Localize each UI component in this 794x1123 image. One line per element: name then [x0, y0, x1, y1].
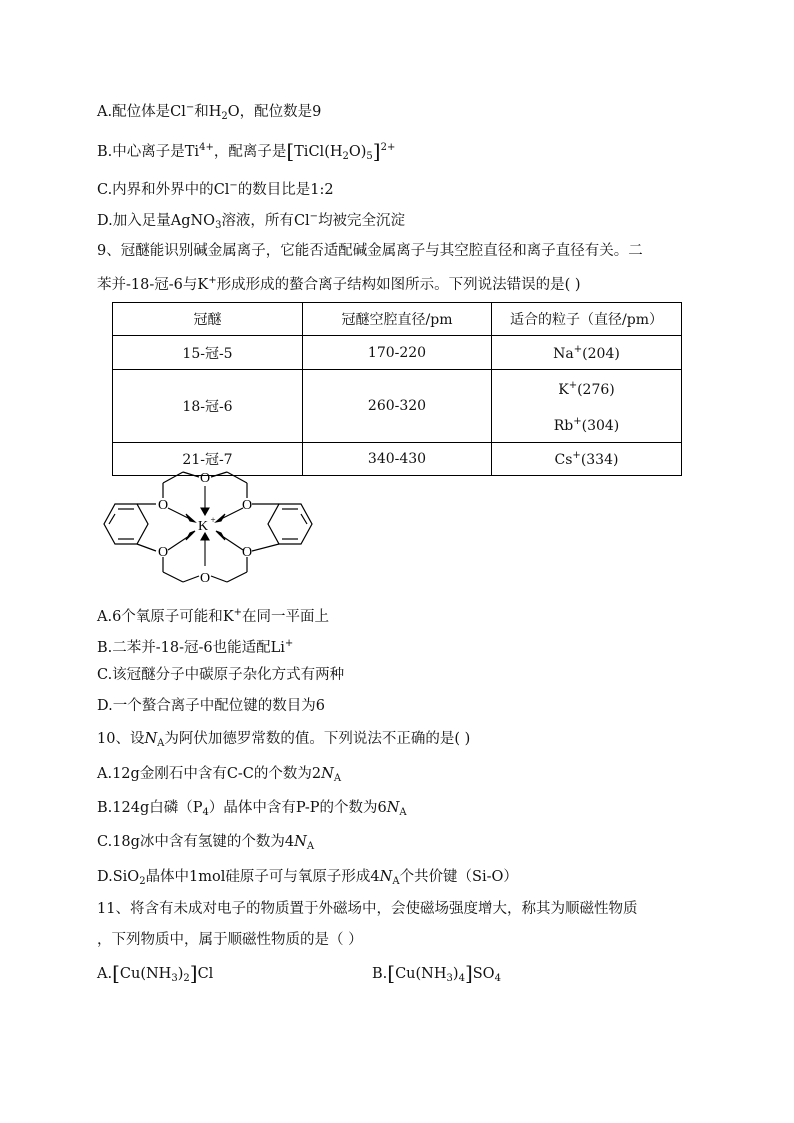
table-cell [492, 443, 682, 476]
charge: + [284, 638, 294, 649]
q11-option-b [372, 963, 501, 989]
table-cell: 340-430 [303, 443, 492, 476]
oxygen-atom: O [241, 545, 253, 560]
bracket-right: ] [372, 139, 381, 163]
value: (204) [582, 345, 620, 362]
table-cell: 18-冠-6 [113, 370, 303, 443]
subscript: A [399, 807, 407, 818]
q11-stem-line1: 11、将含有未成对电子的物质置于外磁场中，会使磁场强度增大，称其为顺磁性物质 [97, 901, 638, 917]
bracket-right: ] [189, 961, 198, 985]
subscript: A [157, 738, 165, 749]
oxygen-atom: O [241, 498, 253, 513]
text: A.12g金刚石中含有C-C的个数为2 [97, 766, 322, 782]
value: (276) [577, 382, 615, 398]
q10-option-c [97, 832, 314, 857]
subscript: 4 [494, 973, 501, 984]
text: 的数目比是1:2 [237, 182, 334, 198]
dibenzo-18-crown-6-diagram [97, 468, 319, 588]
oxygen-atom: O [157, 545, 169, 560]
chem: O) [348, 144, 367, 160]
subscript: A [333, 773, 342, 784]
right-benzene-ring [268, 504, 312, 544]
subscript: 2 [342, 151, 349, 162]
charge: 2+ [380, 142, 396, 153]
charge: + [233, 607, 243, 618]
text: D.加入足量 [97, 213, 171, 229]
avogadro-symbol: N [144, 731, 158, 747]
table-cell [492, 370, 682, 443]
chem-cl: Cl [197, 966, 214, 982]
q11-option-a [97, 963, 213, 989]
subscript: 3 [215, 220, 222, 231]
table-cell: 15-冠-5 [113, 336, 303, 370]
avogadro-symbol: N [321, 766, 334, 782]
value: (334) [580, 452, 619, 468]
text: 10、设 [97, 731, 145, 747]
chem-ticl: TiCl [294, 144, 325, 160]
q10-option-d [97, 867, 518, 892]
q8-option-a [97, 98, 321, 127]
potassium-charge: + [210, 515, 216, 525]
q9-stem-line1: 9、冠醚能识别碱金属离子，它能否适配碱金属离子与其空腔直径和离子直径有关。二 [97, 243, 643, 259]
text: 苯并-18-冠-6与 [97, 277, 198, 293]
chem-p: P [192, 800, 203, 816]
chem-k: K [558, 382, 569, 398]
chem-h: H [208, 104, 222, 120]
table-header-row [113, 303, 682, 336]
subscript: 4 [202, 807, 209, 818]
q9-option-d: D.一个螯合离子中配位键的数目为6 [97, 698, 325, 714]
ion-entry [492, 406, 681, 442]
q9-option-a [97, 603, 329, 627]
chem-cu-nh3: Cu(NH [119, 966, 172, 982]
text: ）晶体中含有P-P的个数为6 [208, 800, 387, 816]
q8-option-b [97, 138, 395, 167]
crown-ether-table [112, 302, 682, 476]
q10-option-b [97, 798, 407, 823]
subscript: A [392, 876, 400, 887]
table-header: 冠醚 [113, 303, 303, 336]
text: 晶体中1mol硅原子可与氧原子形成4 [145, 869, 380, 885]
table-row [113, 370, 682, 443]
chem-cu-nh3: Cu(NH [395, 966, 447, 982]
chem-li: Li [270, 640, 285, 656]
text: 均被完全沉淀 [318, 213, 406, 229]
chem-so4: SO [472, 966, 495, 982]
chem-na: Na [553, 345, 574, 362]
q8-option-d [97, 207, 405, 236]
ion-entry [492, 370, 681, 406]
q8-option-c [97, 176, 334, 200]
text: 个共价键（Si-O） [399, 869, 518, 885]
charge: − [229, 180, 238, 191]
bracket-left: [ [112, 961, 120, 985]
bracket-right: ] [464, 961, 473, 985]
chem: ) [452, 966, 459, 982]
subscript: 3 [171, 973, 178, 984]
chem-sio2: SiO [112, 869, 140, 885]
charge: + [573, 343, 583, 355]
table-row [113, 336, 682, 370]
charge: − [309, 211, 319, 222]
text: ，配位数是9 [239, 104, 322, 120]
text: 形成形成的螯合离子结构如图所示。下列说法错误的是( ) [216, 277, 581, 293]
table-cell [492, 336, 682, 370]
text: 溶液，所有 [221, 213, 294, 229]
bracket-left: [ [286, 139, 295, 163]
chem-rb: Rb [553, 418, 574, 434]
avogadro-symbol: N [294, 834, 307, 850]
text: ，配离子是 [213, 144, 287, 160]
table-cell: 170-220 [303, 336, 492, 370]
text: B.二苯并-18-冠-6也能适配 [97, 640, 271, 656]
subscript: 2 [221, 111, 228, 122]
chem-cl: Cl [293, 213, 310, 229]
text: D. [97, 869, 113, 885]
text: C.内界和外界中的 [97, 182, 214, 198]
q10-option-a [97, 764, 341, 789]
charge: + [568, 380, 578, 391]
subscript: A [306, 841, 315, 852]
text: B.124g白磷（ [97, 800, 193, 816]
value: (304) [581, 418, 620, 434]
text: 和 [194, 104, 209, 120]
table-cell: 260-320 [303, 370, 492, 443]
chem-cs: Cs [554, 452, 573, 468]
charge: − [185, 102, 195, 113]
subscript: 2 [183, 973, 190, 984]
avogadro-symbol: N [386, 800, 400, 816]
avogadro-symbol: N [379, 869, 393, 885]
table-cell: 21-冠-7 [113, 443, 303, 476]
subscript: 5 [366, 151, 373, 162]
chem: (H [324, 144, 343, 160]
chem-o: O [227, 104, 240, 120]
chem: ) [177, 966, 184, 982]
chem-cl: Cl [213, 182, 230, 198]
subscript: 4 [458, 973, 465, 984]
subscript: 2 [139, 876, 146, 887]
potassium-ion: K [197, 519, 209, 534]
chem-cl: Cl [170, 104, 186, 120]
table-header: 冠醚空腔直径/pm [303, 303, 492, 336]
charge: + [208, 275, 217, 286]
charge: + [572, 450, 581, 461]
chem-k: K [197, 277, 209, 293]
text: A.6个氧原子可能和 [97, 609, 223, 625]
q10-stem [97, 729, 470, 754]
q9-option-c: C.该冠醚分子中碳原子杂化方式有两种 [97, 667, 345, 683]
q9-stem-line2 [97, 271, 581, 295]
subscript: 3 [446, 973, 453, 984]
text: A.配位体是 [97, 104, 171, 120]
text: B. [372, 966, 388, 982]
oxygen-atom: O [157, 498, 169, 513]
q9-option-b [97, 634, 293, 658]
bracket-left: [ [387, 961, 396, 985]
oxygen-atom: O [199, 471, 211, 486]
text: A. [97, 966, 113, 982]
text: 为阿伏加德罗常数的值。下列说法不正确的是( ) [164, 731, 471, 747]
charge: 4+ [199, 142, 214, 153]
table-header: 适合的粒子（直径/pm） [492, 303, 682, 336]
text: C.18g冰中含有氢键的个数为4 [97, 834, 295, 850]
chem-k: K [222, 609, 234, 625]
q11-stem-line2: ，下列物质中，属于顺磁性物质的是（ ） [97, 932, 363, 948]
chem-agno3: AgNO [170, 213, 216, 229]
chem-ti: Ti [184, 144, 200, 160]
oxygen-atom: O [199, 571, 211, 586]
left-benzene-ring [104, 504, 148, 544]
text: 在同一平面上 [242, 609, 330, 625]
text: B.中心离子是 [97, 144, 185, 160]
charge: + [573, 416, 582, 427]
